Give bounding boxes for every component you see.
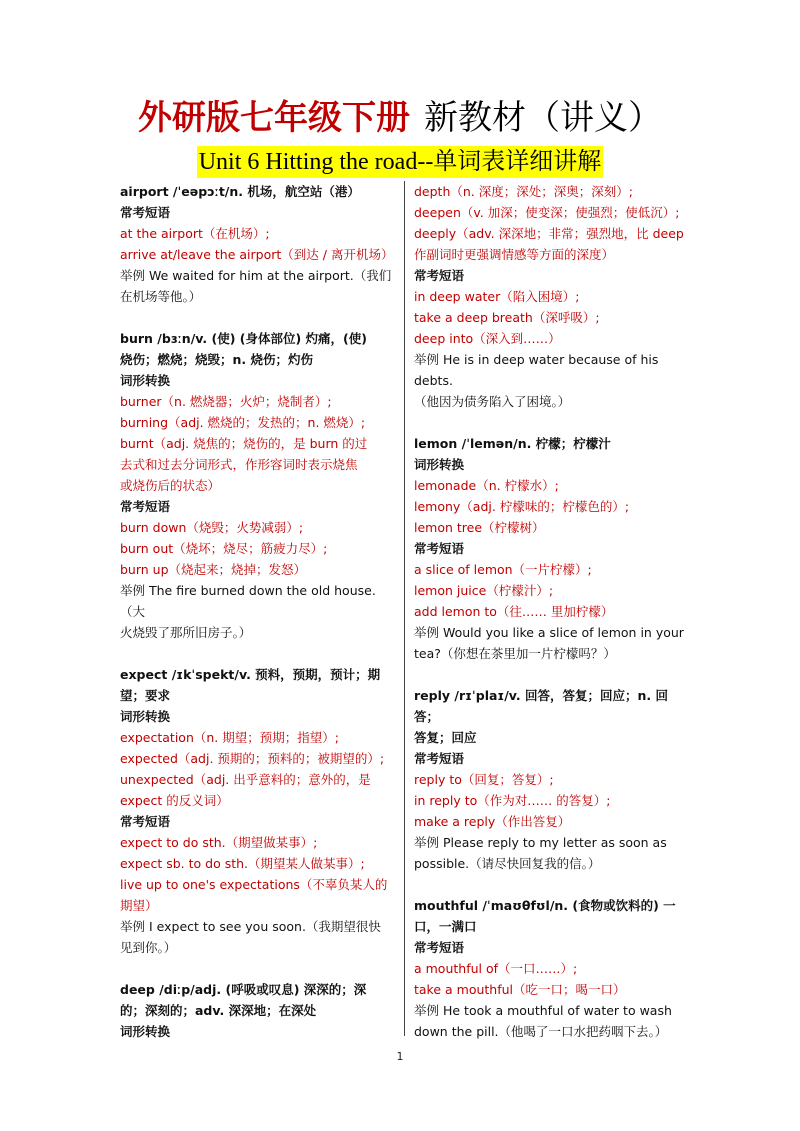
example-line [414,622,684,643]
example-text: We waited for him at the airport.（我们 [145,268,392,283]
right-column [414,181,684,1042]
phrase-item: make a reply（作出答复） [414,814,571,829]
entry-heading: deep /diːp/adj. (呼吸或叹息) 深深的；深 [120,982,367,997]
example-text-cont: （他因为债务陷入了困境。） [414,394,571,409]
entry-heading-cont: 的；深刻的；adv. 深深地；在深处 [120,1003,317,1018]
word-form-item: unexpected（adj. 出乎意料的；意外的，是 [120,772,371,787]
spacer [120,958,396,979]
entry-heading: reply /rɪˈplaɪ/v. 回答，答复；回应；n. 回答； [414,688,669,724]
example-text: He took a mouthful of water to wash [439,1003,672,1018]
entry-heading: burn /bɜːn/v. (使) (身体部位) 灼痛，(使) [120,331,367,346]
spacer [414,874,684,895]
entry-deep [120,979,396,1042]
word-form-item-cont: expect 的反义词） [120,793,229,808]
entry-heading-cont: 望；要求 [120,688,171,703]
page-number: 1 [396,1050,404,1063]
entry-heading: mouthful /ˈmaʊθfʊl/n. (食物或饮料的) 一 [414,898,676,913]
example-text: Would you like a slice of lemon in your [439,625,684,640]
example-label: 举例 [414,835,440,850]
column-divider [404,181,405,1036]
example-text-cont: possible.（请尽快回复我的信。） [414,856,601,871]
phrase-item: take a deep breath（深呼吸）; [414,310,600,325]
phrase-item: expect to do sth.（期望做某事）; [120,835,318,850]
entry-heading: expect /ɪkˈspekt/v. 预料，预期，预计；期 [120,667,381,682]
phrase-item: burn out（烧坏；烧尽；筋疲力尽）; [120,541,328,556]
phrase-item: in reply to（作为对…… 的答复）; [414,793,611,808]
word-form-item-cont: 去式和过去分词形式，作形容词时表示烧焦 [120,457,358,472]
subtitle-wrap [0,146,800,178]
example-label: 举例 [120,268,146,283]
phrase-item: burn down（烧毁；火势减弱）; [120,520,304,535]
example-label: 举例 [120,919,146,934]
entry-burn [120,328,396,643]
phrase-item: arrive at/leave the airport（到达 / 离开机场） [120,247,394,262]
section-label: 常考短语 [414,751,465,766]
spacer [120,307,396,328]
example-text: Please reply to my letter as soon as [439,835,667,850]
entry-mouthful [414,895,684,1042]
word-form-item: deepen（v. 加深；使变深；使强烈；使低沉）; [414,205,680,220]
entry-heading: airport /ˈeəpɔːt/n. 机场，航空站（港） [120,184,360,199]
phrase-item: add lemon to（往…… 里加柠檬） [414,604,614,619]
phrase-item: in deep water（陷入困境）; [414,289,580,304]
word-form-item-cont: 或烧伤后的状态） [120,478,221,493]
section-label: 常考短语 [120,499,171,514]
word-form-item: depth（n. 深度；深处；深奥；深刻）; [414,184,633,199]
example-line [120,580,396,622]
example-text-cont: tea?（你想在茶里加一片柠檬吗？） [414,646,616,661]
title-red-part: 外研版七年级下册 [138,98,410,138]
entry-lemon [414,433,684,664]
example-text-cont: 在机场等他。） [120,289,202,304]
entry-heading: lemon /ˈlemən/n. 柠檬；柠檬汁 [414,436,611,451]
entry-deep-continued [414,181,684,412]
word-form-item: lemony（adj. 柠檬味的；柠檬色的）; [414,499,630,514]
example-label: 举例 [414,352,440,367]
word-form-item: lemon tree（柠檬树） [414,520,545,535]
word-form-item: lemonade（n. 柠檬水）; [414,478,559,493]
phrase-item: reply to（回复；答复）; [414,772,554,787]
word-form-item: expected（adj. 预期的；预料的；被期望的）; [120,751,385,766]
word-form-item-cont: 作副词时更强调情感等方面的深度） [414,247,615,262]
entry-airport [120,181,396,307]
section-label: 常考短语 [120,205,171,220]
word-form-item: burnt（adj. 烧焦的；烧伤的，是 burn 的过 [120,436,368,451]
example-label: 举例 [120,583,146,598]
phrase-item: deep into（深入到……） [414,331,561,346]
section-label: 常考短语 [120,814,171,829]
example-text-cont: down the pill.（他喝了一口水把药咽下去。） [414,1024,668,1039]
word-form-item: burner（n. 燃烧器；火炉；烧制者）; [120,394,332,409]
example-text: I expect to see you soon.（我期望很快 [145,919,381,934]
example-text: He is in deep water because of his debts. [414,352,659,388]
example-line [120,265,396,286]
example-line [414,1000,684,1021]
word-form-item: burning（adj. 燃烧的；发热的；n. 燃烧）; [120,415,366,430]
section-label: 词形转换 [414,457,465,472]
spacer [414,664,684,685]
section-label: 常考短语 [414,268,465,283]
section-label: 词形转换 [120,1024,171,1039]
entry-heading-cont: 口，一满口 [414,919,477,934]
phrase-item: expect sb. to do sth.（期望某人做某事）; [120,856,365,871]
document-subtitle: Unit 6 Hitting the road--单词表详细讲解 [197,146,604,178]
entry-expect [120,664,396,958]
word-form-item: deeply（adv. 深深地；非常；强烈地，比 deep [414,226,684,241]
example-line [414,832,684,853]
phrase-item: lemon juice（柠檬汁）; [414,583,554,598]
word-form-item: expectation（n. 期望；预期；指望）; [120,730,339,745]
phrase-item: a slice of lemon（一片柠檬）; [414,562,592,577]
phrase-item: burn up（烧起来；烧掉；发怒） [120,562,307,577]
example-line [120,916,396,937]
example-text-cont: 见到你。） [120,940,177,955]
example-line [414,349,684,391]
left-column [120,181,396,1042]
section-label: 词形转换 [120,373,171,388]
example-text-cont: 火烧毁了那所旧房子。） [120,625,252,640]
example-label: 举例 [414,625,440,640]
example-text: The fire burned down the old house.（大 [120,583,376,619]
section-label: 词形转换 [120,709,171,724]
phrase-item: a mouthful of（一口……）; [414,961,578,976]
phrase-item: take a mouthful（吃一口；喝一口） [414,982,626,997]
phrase-item: at the airport（在机场）; [120,226,270,241]
phrase-item: live up to one's expectations（不辜负某人的 [120,877,388,892]
title-black-part: 新教材（讲义） [424,98,662,138]
section-label: 常考短语 [414,541,465,556]
example-label: 举例 [414,1003,440,1018]
phrase-item-cont: 期望） [120,898,158,913]
section-label: 常考短语 [414,940,465,955]
document-title [0,96,800,140]
spacer [414,412,684,433]
spacer [120,643,396,664]
entry-heading-cont: 答复；回应 [414,730,477,745]
entry-reply [414,685,684,874]
entry-heading-cont: 烧伤；燃烧；烧毁；n. 烧伤；灼伤 [120,352,313,367]
